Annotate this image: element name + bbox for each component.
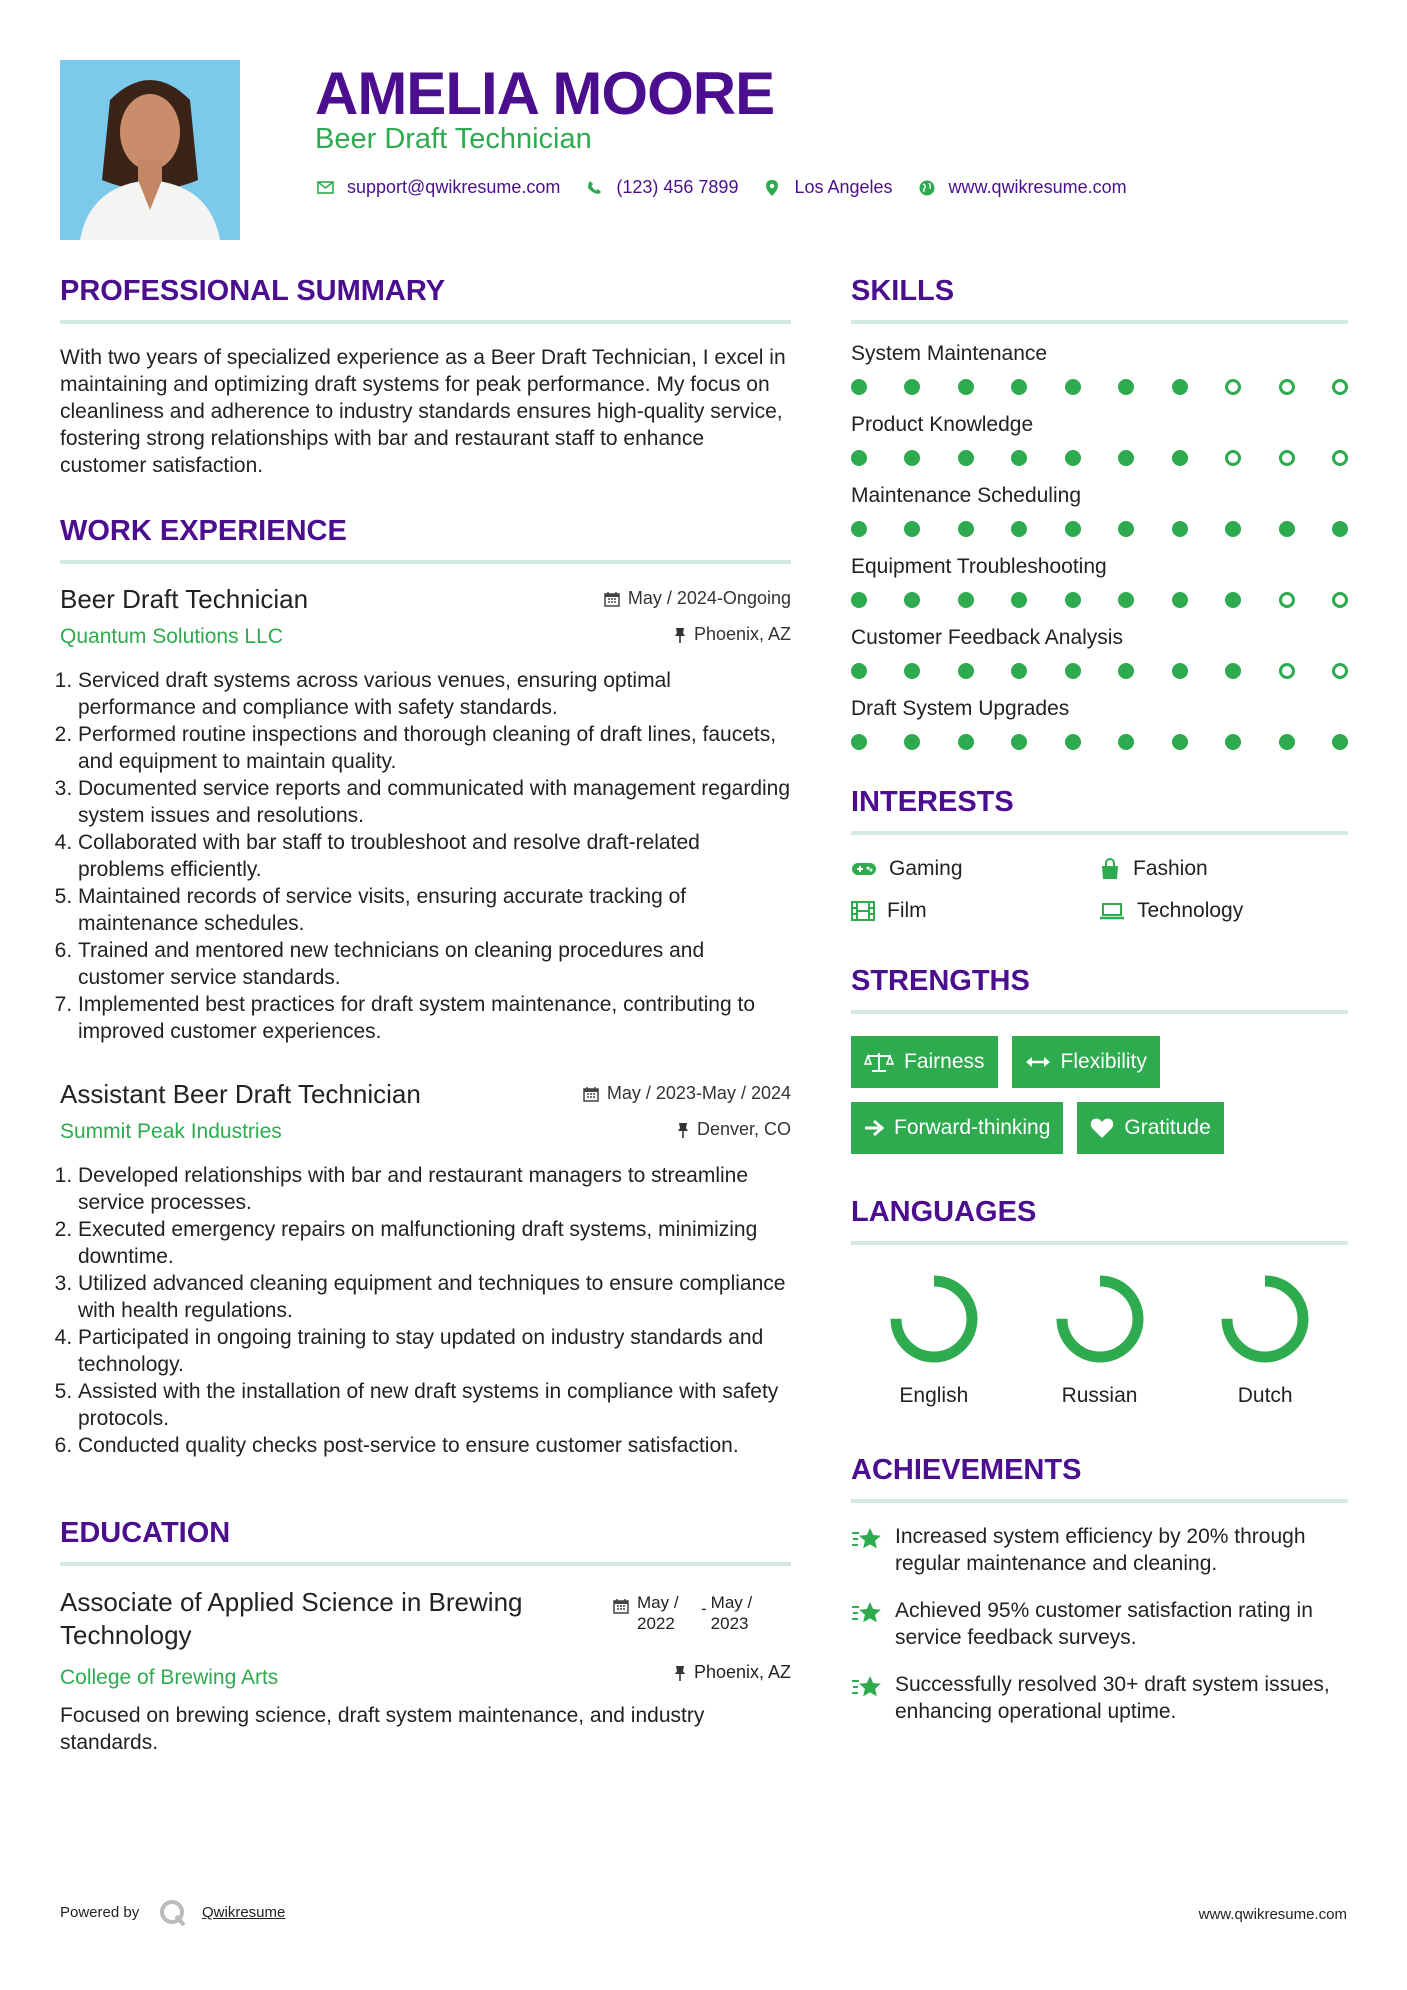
page-footer: [60, 1898, 1347, 1928]
list-item: 3. Utilized advanced cleaning equipment and techniques to ensure compliance with health regulations.: [78, 1270, 791, 1324]
skill-name: System Maintenance: [851, 342, 1048, 365]
strength-tag: Flexibility: [1012, 1036, 1160, 1088]
rating-dot-filled: [958, 734, 974, 750]
proficiency-arc: [1227, 1281, 1303, 1357]
contact-website[interactable]: www.qwikresume.com: [948, 177, 1127, 197]
rating-dot-filled: [1332, 521, 1348, 537]
skill-rating: [851, 663, 1348, 679]
rating-dot-filled: [1279, 521, 1295, 537]
pushpin-icon: [674, 627, 686, 643]
education-date: May / 2022 - May / 2023: [613, 1592, 765, 1634]
list-item: 5. Assisted with the installation of new draft systems in compliance with safety protocols.: [78, 1378, 791, 1432]
strength-tag: Forward-thinking: [851, 1102, 1063, 1154]
skill-name: Equipment Troubleshooting: [851, 555, 1107, 578]
skill-rating: [851, 521, 1348, 537]
job-role: Beer Draft Technician: [60, 584, 309, 614]
proficiency-arc: [896, 1281, 972, 1357]
list-item: 1. Developed relationships with bar and restaurant managers to streamline service processes.: [78, 1162, 791, 1216]
achievement-item: Achieved 95% customer satisfaction rating in service feedback surveys.: [851, 1597, 1348, 1651]
rating-dot-filled: [1332, 734, 1348, 750]
rating-dot-filled: [904, 521, 920, 537]
education-entry: [60, 1586, 791, 1756]
candidate-title: Beer Draft Technician: [315, 123, 592, 155]
section-divider: [851, 1010, 1348, 1014]
rating-dot-filled: [1172, 663, 1188, 679]
star-icon: [851, 1675, 883, 1701]
rating-dot-filled: [1011, 592, 1027, 608]
list-item: 3. Documented service reports and communicated with management regarding system issues and resolutions.: [78, 775, 791, 829]
powered-by-label: Powered by: [60, 1904, 140, 1921]
envelope-icon: [315, 181, 335, 194]
profile-photo: [60, 60, 240, 240]
rating-dot-empty: [1332, 379, 1348, 395]
summary-heading: PROFESSIONAL SUMMARY: [60, 275, 446, 307]
language-proficiency-ring: [1050, 1269, 1150, 1369]
skill-rating: [851, 592, 1348, 608]
interest-item: Technology: [1099, 899, 1347, 923]
rating-dot-empty: [1332, 592, 1348, 608]
achievement-item: Successfully resolved 30+ draft system issues, enhancing operational uptime.: [851, 1671, 1348, 1725]
rating-dot-filled: [1118, 379, 1134, 395]
language-name: English: [899, 1384, 969, 1407]
rating-dot-filled: [1118, 592, 1134, 608]
skill-name: Customer Feedback Analysis: [851, 626, 1123, 649]
section-divider: [60, 560, 791, 564]
rating-dot-filled: [904, 663, 920, 679]
skill-item: [851, 623, 1348, 679]
proficiency-arc: [1062, 1281, 1138, 1357]
section-divider: [851, 831, 1348, 835]
rating-dot-empty: [1225, 450, 1241, 466]
rating-dot-filled: [958, 592, 974, 608]
skill-name: Draft System Upgrades: [851, 697, 1070, 720]
rating-dot-filled: [1172, 450, 1188, 466]
job-duties: [60, 667, 791, 1045]
laptop-icon: [1099, 902, 1125, 920]
section-divider: [60, 320, 791, 324]
rating-dot-filled: [1065, 379, 1081, 395]
rating-dot-filled: [1225, 521, 1241, 537]
rating-dot-filled: [904, 592, 920, 608]
job-entry: [60, 1079, 791, 1459]
calendar-icon: [613, 1598, 629, 1614]
rating-dot-empty: [1332, 450, 1348, 466]
rating-dot-filled: [1065, 734, 1081, 750]
list-item: 7. Implemented best practices for draft system maintenance, contributing to improved customer experiences.: [78, 991, 791, 1045]
job-role: Assistant Beer Draft Technician: [60, 1079, 421, 1109]
rating-dot-filled: [1118, 734, 1134, 750]
rating-dot-filled: [1065, 521, 1081, 537]
rating-dot-filled: [1065, 663, 1081, 679]
contact-phone[interactable]: (123) 456 7899: [616, 177, 739, 197]
section-divider: [60, 1562, 791, 1566]
right-column: [851, 275, 1348, 1725]
rating-dot-filled: [851, 663, 867, 679]
rating-dot-filled: [1118, 450, 1134, 466]
rating-dot-filled: [1172, 521, 1188, 537]
achievements-list: [851, 1523, 1348, 1725]
rating-dot-filled: [1011, 734, 1027, 750]
rating-dot-filled: [958, 379, 974, 395]
contact-bar: [315, 177, 1151, 198]
rating-dot-filled: [851, 592, 867, 608]
rating-dot-empty: [1332, 663, 1348, 679]
skills-heading: SKILLS: [851, 275, 955, 307]
skill-rating: [851, 734, 1348, 750]
rating-dot-filled: [958, 521, 974, 537]
rating-dot-filled: [1011, 450, 1027, 466]
rating-dot-filled: [1225, 592, 1241, 608]
skill-item: [851, 552, 1348, 608]
strength-tag: Gratitude: [1077, 1102, 1223, 1154]
job-location: Phoenix, AZ: [674, 624, 791, 645]
contact-location: Los Angeles: [794, 177, 893, 197]
skill-item: [851, 694, 1348, 750]
rating-dot-filled: [1172, 734, 1188, 750]
experience-heading: WORK EXPERIENCE: [60, 515, 347, 547]
job-duties: [60, 1162, 791, 1459]
section-divider: [851, 1241, 1348, 1245]
degree-title: Associate of Applied Science in Brewing Technology: [60, 1587, 523, 1650]
list-item: 1. Serviced draft systems across various venues, ensuring optimal performance and compliance with safety standards.: [78, 667, 791, 721]
calendar-icon: [604, 591, 620, 607]
rating-dot-filled: [1225, 734, 1241, 750]
rating-dot-filled: [904, 450, 920, 466]
qwikresume-logo-icon: [158, 1898, 188, 1932]
rating-dot-filled: [1172, 379, 1188, 395]
resume-header: [60, 60, 1347, 240]
rating-dot-filled: [1172, 592, 1188, 608]
star-icon: [851, 1601, 883, 1627]
job-location: Denver, CO: [677, 1119, 791, 1140]
rating-dot-filled: [851, 521, 867, 537]
summary-text: With two years of specialized experience as a Beer Draft Technician, I excel in maintaining and optimizing draft systems for peak performance. My focus on cleanliness and adherence to industry standards ensures high-quality service, fostering strong relationships with bar and restaurant staff to enhance customer satisfaction.: [60, 346, 786, 477]
strength-tag: Fairness: [851, 1036, 998, 1088]
phone-icon: [584, 180, 604, 195]
achievement-item: Increased system efficiency by 20% through regular maintenance and cleaning.: [851, 1523, 1348, 1577]
strengths-heading: STRENGTHS: [851, 965, 1030, 997]
interests-grid: [851, 857, 1348, 923]
rating-dot-empty: [1279, 663, 1295, 679]
rating-dot-filled: [1118, 521, 1134, 537]
interests-heading: INTERESTS: [851, 786, 1014, 818]
rating-dot-filled: [1225, 663, 1241, 679]
skill-name: Product Knowledge: [851, 413, 1034, 436]
skill-item: [851, 339, 1348, 395]
job-company: Summit Peak Industries: [60, 1120, 282, 1143]
candidate-name: AMELIA MOORE: [315, 60, 775, 127]
list-item: 6. Conducted quality checks post-service to ensure customer satisfaction.: [78, 1432, 791, 1459]
language-proficiency-ring: [884, 1269, 984, 1369]
skill-item: [851, 410, 1348, 466]
pushpin-icon: [674, 1665, 686, 1681]
arrows-horizontal-icon: [1025, 1055, 1051, 1069]
language-item: [851, 1269, 1017, 1408]
rating-dot-filled: [1011, 521, 1027, 537]
rating-dot-filled: [851, 379, 867, 395]
language-name: Russian: [1061, 1384, 1138, 1407]
rating-dot-filled: [1118, 663, 1134, 679]
footer-website[interactable]: www.qwikresume.com: [1198, 1906, 1347, 1923]
shopping-bag-icon: [1099, 858, 1121, 880]
list-item: 2. Executed emergency repairs on malfunctioning draft systems, minimizing downtime.: [78, 1216, 791, 1270]
interest-item: Film: [851, 899, 1099, 923]
heart-icon: [1090, 1117, 1114, 1139]
contact-email[interactable]: support@qwikresume.com: [347, 177, 561, 197]
job-entry: [60, 584, 791, 1045]
skill-rating: [851, 379, 1348, 395]
skill-name: Maintenance Scheduling: [851, 484, 1081, 507]
list-item: 2. Performed routine inspections and thorough cleaning of draft lines, faucets, and equipment to maintain quality.: [78, 721, 791, 775]
rating-dot-filled: [904, 734, 920, 750]
education-location: Phoenix, AZ: [674, 1662, 791, 1683]
list-item: 4. Participated in ongoing training to stay updated on industry standards and technology.: [78, 1324, 791, 1378]
skill-rating: [851, 450, 1348, 466]
rating-dot-empty: [1279, 379, 1295, 395]
skill-item: [851, 481, 1348, 537]
languages-heading: LANGUAGES: [851, 1196, 1037, 1228]
list-item: 5. Maintained records of service visits, ensuring accurate tracking of maintenance schedules.: [78, 883, 791, 937]
rating-dot-filled: [1011, 379, 1027, 395]
pushpin-icon: [677, 1122, 689, 1138]
balance-scale-icon: [864, 1051, 894, 1073]
rating-dot-filled: [904, 379, 920, 395]
map-marker-icon: [762, 180, 782, 196]
rating-dot-filled: [958, 663, 974, 679]
interest-item: Fashion: [1099, 857, 1347, 881]
language-name: Dutch: [1237, 1384, 1293, 1407]
education-description: Focused on brewing science, draft system maintenance, and industry standards.: [60, 1704, 705, 1754]
languages-list: [851, 1269, 1348, 1408]
strengths-tags: [851, 1036, 1348, 1154]
language-proficiency-ring: [1215, 1269, 1315, 1369]
left-column: [60, 275, 791, 1756]
rating-dot-empty: [1279, 450, 1295, 466]
gamepad-icon: [851, 861, 877, 877]
section-divider: [851, 320, 1348, 324]
rating-dot-empty: [1279, 592, 1295, 608]
rating-dot-filled: [1065, 592, 1081, 608]
rating-dot-filled: [1011, 663, 1027, 679]
film-icon: [851, 901, 875, 921]
job-date: May / 2023-May / 2024: [583, 1083, 791, 1104]
list-item: 6. Trained and mentored new technicians on cleaning procedures and customer service standards.: [78, 937, 791, 991]
job-company: Quantum Solutions LLC: [60, 625, 283, 648]
arrow-right-icon: [864, 1119, 884, 1137]
rating-dot-filled: [1279, 734, 1295, 750]
list-item: 4. Collaborated with bar staff to troubleshoot and resolve draft-related problems efficiently.: [78, 829, 791, 883]
language-item: [1182, 1269, 1348, 1408]
education-heading: EDUCATION: [60, 1517, 231, 1549]
school-name: College of Brewing Arts: [60, 1666, 279, 1689]
achievements-heading: ACHIEVEMENTS: [851, 1454, 1082, 1486]
globe-icon: [917, 180, 937, 196]
section-divider: [851, 1499, 1348, 1503]
rating-dot-filled: [958, 450, 974, 466]
calendar-icon: [583, 1086, 599, 1102]
rating-dot-filled: [851, 450, 867, 466]
qwikresume-link[interactable]: Qwikresume: [202, 1904, 286, 1921]
language-item: [1017, 1269, 1183, 1408]
rating-dot-empty: [1225, 379, 1241, 395]
skills-list: [851, 339, 1348, 750]
rating-dot-filled: [851, 734, 867, 750]
star-icon: [851, 1527, 883, 1553]
job-date: May / 2024-Ongoing: [604, 588, 791, 609]
interest-item: Gaming: [851, 857, 1099, 881]
rating-dot-filled: [1065, 450, 1081, 466]
